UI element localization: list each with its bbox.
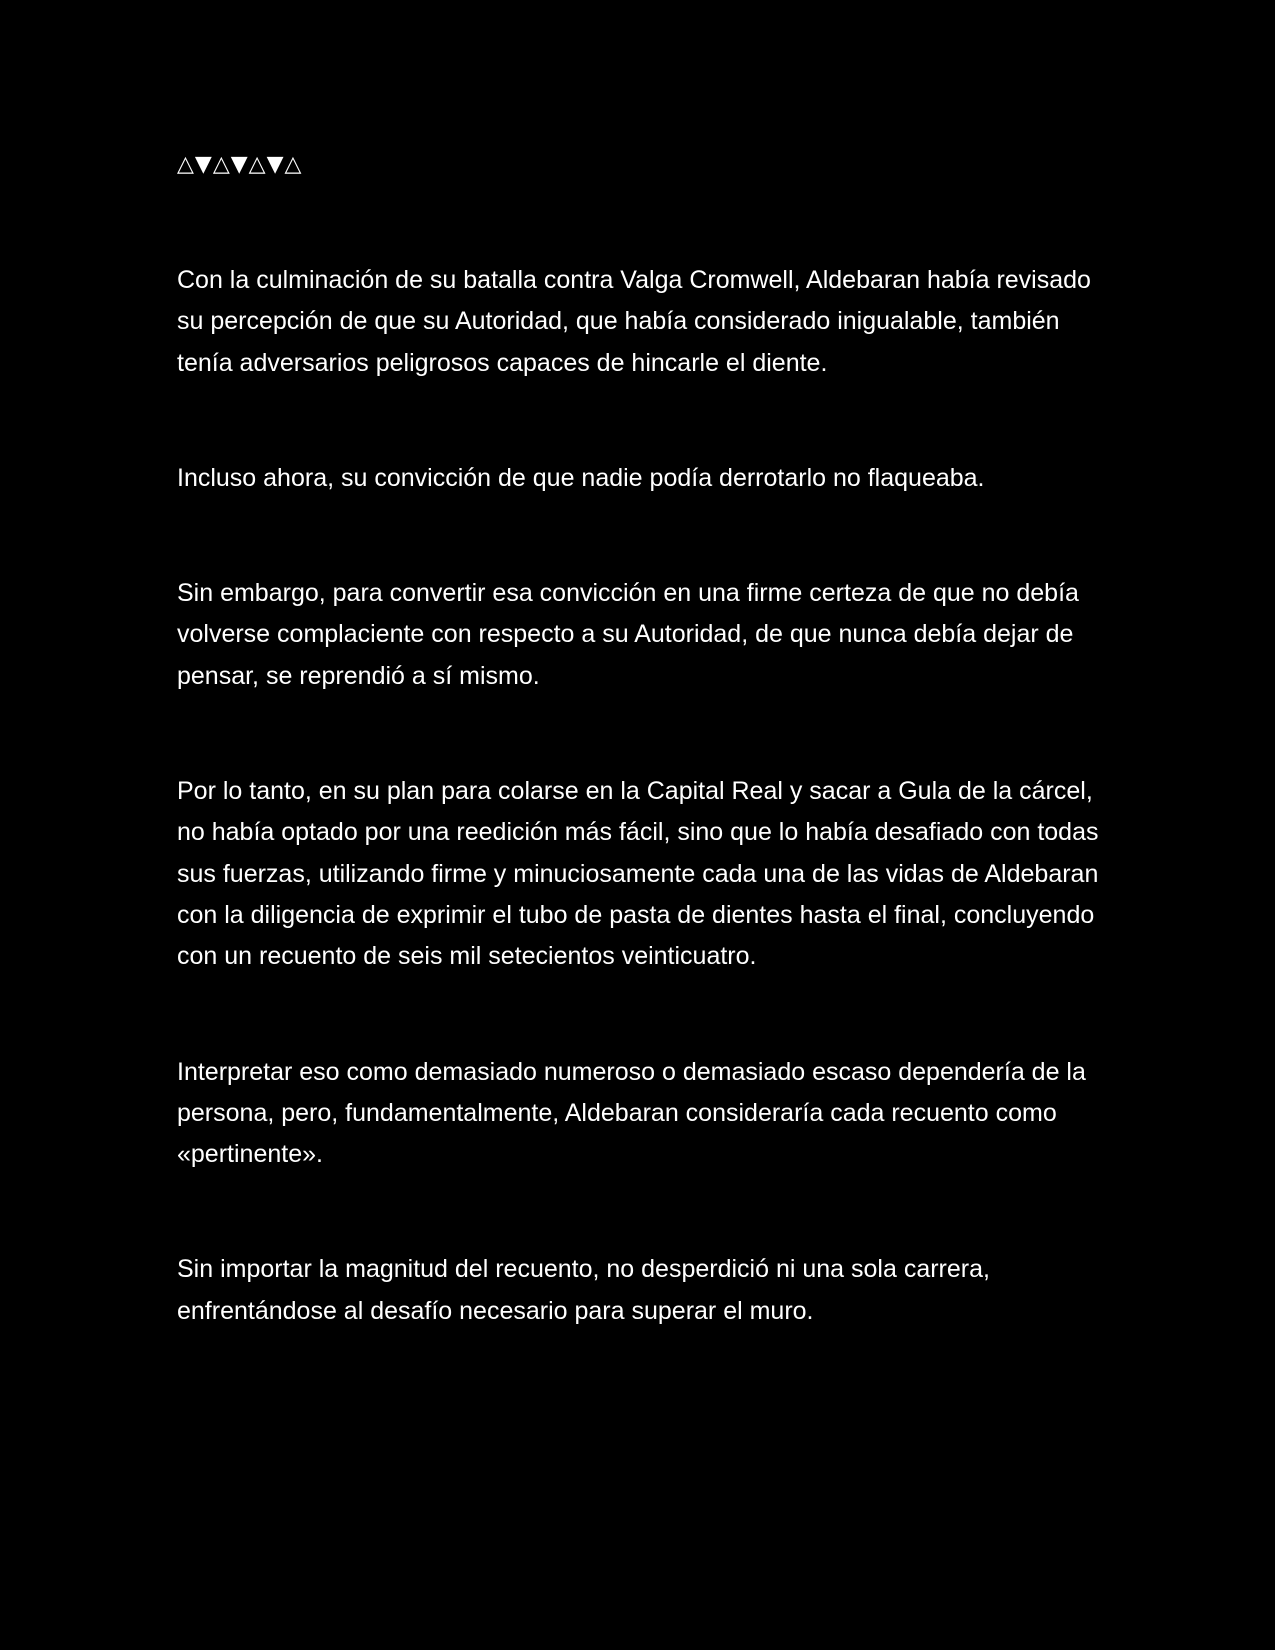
- document-page: [177, 144, 1107, 1406]
- scene-break-separator: △▼△▼△▼△: [177, 152, 303, 177]
- paragraph-1: Con la culminación de su batalla contra Valga Cromwell, Aldebaran había revisado su percepción de que su Autoridad, que había considerado inigualable, también tenía adversarios peligrosos capaces de hincarle el diente.: [177, 266, 1091, 377]
- paragraph-6: Sin importar la magnitud del recuento, no desperdició ni una sola carrera, enfrentándose al desafío necesario para superar el muro.: [177, 1255, 990, 1325]
- paragraph-2: Incluso ahora, su convicción de que nadie podía derrotarlo no flaqueaba.: [177, 463, 985, 492]
- paragraph-5: Interpretar eso como demasiado numeroso o demasiado escaso dependería de la persona, pero, fundamentalmente, Aldebaran consideraría cada recuento como «pertinente».: [177, 1057, 1086, 1169]
- paragraph-4: Por lo tanto, en su plan para colarse en la Capital Real y sacar a Gula de la cárcel, no había optado por una reedición más fácil, sino que lo había desafiado con todas sus fuerzas, utilizando firme y minuciosamente cada una de las vidas de Aldebaran con la diligencia de exprimir el tubo de pasta de dientes hasta el final, concluyendo con un recuento de seis mil setecientos veinticuatro.: [177, 777, 1099, 971]
- paragraph-3: Sin embargo, para convertir esa convicción en una firme certeza de que no debía volverse complaciente con respecto a su Autoridad, de que nunca debía dejar de pensar, se reprendió a sí mismo.: [177, 579, 1079, 690]
